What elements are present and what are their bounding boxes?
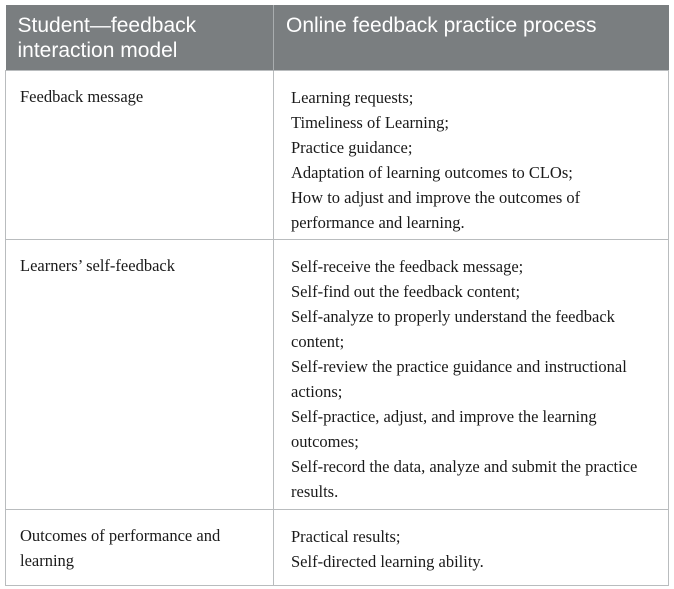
process-item: Self-find out the feedback content; bbox=[291, 282, 521, 301]
model-label: Outcomes of performance and learning bbox=[20, 526, 221, 570]
header-practice-process: Online feedback practice process bbox=[274, 5, 669, 71]
header-interaction-model: Student—feedback interaction model bbox=[6, 5, 274, 71]
model-cell bbox=[6, 510, 274, 586]
process-item: Adaptation of learning outcomes to CLOs; bbox=[291, 163, 573, 182]
process-cell bbox=[274, 510, 669, 586]
table-header bbox=[6, 5, 669, 71]
process-item: Learning requests; bbox=[291, 88, 414, 107]
process-item: Self-directed learning ability. bbox=[291, 552, 484, 571]
process-item: Self-practice, adjust, and improve the learning outcomes; bbox=[291, 407, 597, 451]
model-label: Feedback message bbox=[20, 87, 144, 106]
model-label: Learners’ self-feedback bbox=[20, 256, 175, 275]
process-list bbox=[274, 510, 668, 574]
process-item: Practical results; bbox=[291, 527, 401, 546]
process-list bbox=[274, 240, 668, 504]
process-item: Self-analyze to properly understand the feedback content; bbox=[291, 307, 615, 351]
process-cell bbox=[274, 240, 669, 510]
header-row bbox=[6, 5, 669, 71]
model-cell bbox=[6, 240, 274, 510]
process-item: How to adjust and improve the outcomes of performance and learning. bbox=[291, 188, 581, 232]
interaction-model-table bbox=[5, 5, 669, 586]
process-cell bbox=[274, 71, 669, 240]
process-item: Self-review the practice guidance and instructional actions; bbox=[291, 357, 627, 401]
table-row bbox=[6, 510, 669, 586]
process-item: Self-record the data, analyze and submit the practice results. bbox=[291, 457, 638, 501]
process-item: Timeliness of Learning; bbox=[291, 113, 449, 132]
table-body bbox=[6, 71, 669, 586]
process-item: Practice guidance; bbox=[291, 138, 413, 157]
process-item: Self-receive the feedback message; bbox=[291, 257, 524, 276]
table-row bbox=[6, 71, 669, 240]
model-cell bbox=[6, 71, 274, 240]
process-list bbox=[274, 71, 668, 235]
table-row bbox=[6, 240, 669, 510]
